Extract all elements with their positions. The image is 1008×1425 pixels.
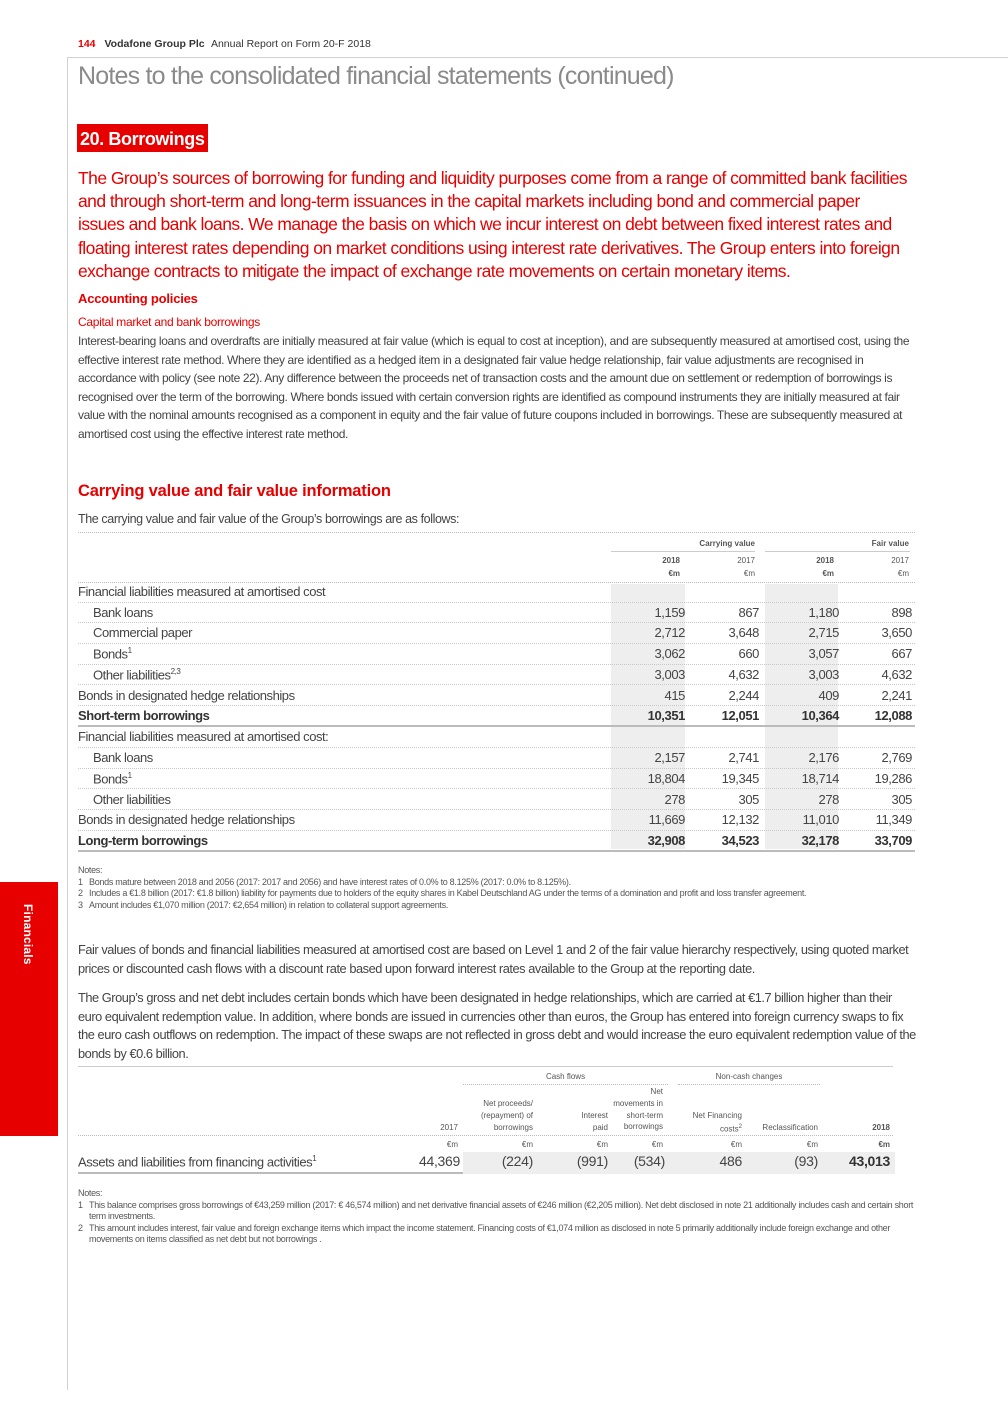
row-label bbox=[93, 625, 192, 640]
cell-net-proceeds: (224) bbox=[501, 1153, 533, 1169]
table-cell: 898 bbox=[891, 604, 912, 620]
row-label-text: Financial liabilities measured at amortised cost: bbox=[78, 729, 329, 745]
table-cell: 19,286 bbox=[874, 770, 912, 786]
table-cell: 2,244 bbox=[728, 687, 759, 703]
footnote-text: Includes a €1.8 billion (2017: €1.8 billion) liability for payments due to holders of the equity shares in Kabel Deutschland AG under the terms of a domination and profit and loss transfer agreement. bbox=[89, 888, 807, 899]
col-unit: €m bbox=[730, 1140, 742, 1149]
table-row bbox=[78, 769, 915, 790]
table-cell: 12,051 bbox=[721, 708, 759, 724]
col-header: Reclassification bbox=[762, 1123, 818, 1132]
table-total-row bbox=[78, 706, 915, 727]
row-label bbox=[93, 750, 153, 765]
table-row bbox=[78, 665, 915, 686]
footnote bbox=[78, 900, 878, 912]
gross-debt-paragraph: The Group’s gross and net debt includes certain bonds which have been designated in hedge relationships, which are carried at €1.7 billion higher than their euro equivalent redemption value. In addition, where bonds are issued in currencies other than euros, the Group has entered into foreign currency swaps to fix the euro cash outflows on redemption. The impact of these swaps are not reflected in gross debt and would increase the euro equivalent redemption value of the bonds by €0.6 billion. bbox=[78, 990, 916, 1061]
col-unit: €m bbox=[596, 1140, 608, 1149]
row-label bbox=[78, 688, 295, 703]
col-header: 2017 bbox=[440, 1123, 458, 1132]
fair-value-paragraph: Fair values of bonds and financial liabilities measured at amortised cost are based on Level 1 and 2 of the fair value hierarchy respectively, using quoted market prices or discounted cash flows with a discount rate based upon forward interest rates available to the Group at the reporting date. bbox=[78, 942, 909, 976]
table-row bbox=[78, 686, 915, 707]
table-row bbox=[78, 623, 915, 644]
table-cell: 12,088 bbox=[874, 708, 912, 724]
footnote bbox=[78, 888, 878, 900]
table-row bbox=[78, 1152, 893, 1174]
col-header-text: Net Financing costs bbox=[692, 1111, 742, 1134]
table-cell: 667 bbox=[891, 646, 912, 662]
table-row bbox=[78, 790, 915, 811]
row-label-text: Bonds in designated hedge relationships bbox=[78, 812, 295, 828]
row-label-text: Bank loans bbox=[93, 604, 153, 620]
table-cell: 278 bbox=[664, 791, 685, 807]
table-cell: 2,769 bbox=[881, 750, 912, 766]
table-cell: 32,908 bbox=[647, 832, 685, 848]
footnote bbox=[78, 1223, 918, 1246]
footnote bbox=[78, 877, 878, 889]
row-label-text: Assets and liabilities from financing activities bbox=[78, 1154, 313, 1170]
row-label bbox=[93, 646, 132, 661]
col-unit: €m bbox=[743, 569, 755, 578]
row-label bbox=[93, 771, 132, 786]
table-cell: 3,003 bbox=[654, 666, 685, 682]
accounting-body: Interest-bearing loans and overdrafts are initially measured at fair value (which is equal to cost at inception), and are subsequently measured at amortised cost, using the effective interest rate method. Where they are identified as a hedged item in a designated fair value hedge relationship, fair value adjustments are recognised in accordance with policy (see note 22). Any difference between the proceeds net of transaction costs and the amount due on settlement or redemption of borrowings is recognised over the term of the borrowing. Where bonds issued with certain conversion rights are identified as compound instruments they are initially measured at fair value with the nominal amounts recognised as a component in equity and the fair value of future coupons included in borrowings. These are subsequently measured at amortised cost using the effective interest rate method. bbox=[78, 334, 910, 441]
margin-rule bbox=[67, 57, 68, 1390]
footnote-number: 1 bbox=[78, 1199, 83, 1210]
borrowings-notes bbox=[78, 865, 878, 911]
page-title: Notes to the consolidated financial statements (continued) bbox=[78, 62, 674, 90]
table-cell: 415 bbox=[664, 687, 685, 703]
table-cell: 867 bbox=[738, 604, 759, 620]
section-badge: 20. Borrowings bbox=[77, 124, 208, 152]
col-unit: €m bbox=[878, 1140, 890, 1149]
row-label bbox=[93, 792, 171, 807]
table-row bbox=[78, 810, 915, 831]
col-unit: €m bbox=[897, 569, 909, 578]
col-header: Net movements in short-term borrowings bbox=[613, 1087, 663, 1132]
table-row bbox=[78, 644, 915, 665]
group-header-carrying: Carrying value bbox=[699, 539, 755, 548]
row-label-text: Commercial paper bbox=[93, 625, 193, 641]
carrying-value-intro: The carrying value and fair value of the Group’s borrowings are as follows: bbox=[78, 512, 460, 526]
table-cell: 2,712 bbox=[654, 625, 685, 641]
cell-2018: 43,013 bbox=[848, 1153, 890, 1169]
col-year: 2017 bbox=[737, 556, 755, 565]
table-cell: 11,669 bbox=[648, 812, 685, 828]
row-label bbox=[78, 1154, 316, 1169]
col-unit: €m bbox=[521, 1140, 533, 1149]
report-name: Annual Report on Form 20-F 2018 bbox=[210, 38, 371, 50]
table-cell: 10,351 bbox=[647, 708, 685, 724]
table-cell: 305 bbox=[891, 791, 912, 807]
financing-notes bbox=[78, 1188, 918, 1246]
row-label-text: Long-term borrowings bbox=[78, 832, 208, 848]
footnote-ref: 2,3 bbox=[170, 666, 181, 676]
footnote-number: 1 bbox=[78, 876, 83, 887]
table-row bbox=[78, 748, 915, 769]
table-top-rule bbox=[78, 532, 915, 533]
table-cell: 3,003 bbox=[808, 666, 839, 682]
header-rule bbox=[78, 1135, 893, 1136]
group-rule-cash-flows bbox=[463, 1084, 668, 1085]
row-label-text: Financial liabilities measured at amortised cost bbox=[78, 584, 326, 599]
table-cell: 3,648 bbox=[728, 625, 759, 641]
footnote-text: This amount includes interest, fair value and foreign exchange items which impact the income statement. Financing costs of €1,074 million as disclosed in note 5 primarily additionally include foreign exchange and other movements on items classified as net debt but not borrowings . bbox=[89, 1222, 891, 1245]
footnote-ref: 1 bbox=[127, 770, 132, 780]
table-cell: 660 bbox=[738, 646, 759, 662]
row-label bbox=[78, 812, 295, 827]
table-cell: 32,178 bbox=[801, 832, 839, 848]
table-cell: 409 bbox=[818, 687, 839, 703]
row-label-sup: 1 bbox=[312, 1154, 317, 1163]
carrying-value-heading: Carrying value and fair value information bbox=[78, 482, 391, 500]
row-label-text: Bonds bbox=[93, 771, 128, 787]
notes-title: Notes: bbox=[78, 1188, 103, 1198]
table-cell: 2,176 bbox=[808, 750, 839, 766]
col-header: Interest paid bbox=[581, 1111, 608, 1132]
footnote-number: 2 bbox=[78, 1222, 83, 1233]
row-label-text: Other liabilities bbox=[93, 667, 171, 683]
footnote bbox=[78, 1200, 918, 1223]
table-row bbox=[78, 727, 915, 748]
col-unit: €m bbox=[668, 569, 680, 578]
group-rule-carrying bbox=[611, 551, 755, 552]
row-label bbox=[78, 729, 328, 744]
header-rule bbox=[67, 57, 1008, 58]
running-header bbox=[78, 38, 371, 50]
table-cell: 3,057 bbox=[808, 646, 839, 662]
footnote-number: 3 bbox=[78, 899, 83, 910]
group-header-cash-flows: Cash flows bbox=[545, 1072, 586, 1081]
row-label bbox=[78, 833, 208, 848]
table-cell: 34,523 bbox=[721, 832, 759, 848]
table-cell: 11,010 bbox=[802, 812, 839, 828]
table-cell: 1,159 bbox=[654, 604, 685, 620]
section-intro: The Group’s sources of borrowing for funding and liquidity purposes come from a range of committed bank facilities and through short-term and long-term issuances in the capital markets including bond and commercial paper issues and bank loans. We manage the basis on which we incur interest on debt between fixed interest rates and floating interest rates depending on market conditions using interest rate derivatives. The Group enters into foreign exchange contracts to mitigate the impact of exchange rate movements on certain monetary items. bbox=[78, 168, 907, 281]
table-cell: 2,715 bbox=[808, 625, 839, 641]
table-cell: 2,157 bbox=[654, 750, 685, 766]
footnote-text: Bonds mature between 2018 and 2056 (2017: 2017 and 2056) and have interest rates of 0.0% to 8.125% (2017: 0.0% to 8.125%). bbox=[89, 876, 571, 887]
group-rule-non-cash bbox=[678, 1084, 820, 1085]
row-label bbox=[93, 605, 153, 620]
cell-net-financing-costs: 486 bbox=[719, 1153, 742, 1169]
page-number: 144 bbox=[78, 38, 96, 50]
col-unit: €m bbox=[446, 1140, 458, 1149]
col-year: 2017 bbox=[891, 556, 909, 565]
cell-net-movements: (534) bbox=[633, 1153, 665, 1169]
accounting-subheading: Capital market and bank borrowings bbox=[78, 315, 260, 329]
table-cell: 2,241 bbox=[881, 687, 912, 703]
col-header: Net proceeds/ (repayment) of borrowings bbox=[480, 1099, 533, 1132]
footnote-text: This balance comprises gross borrowings of €43,259 million (2017: € 46,574 million) and net derivative financial assets of €246 million (€2,205 million). Net debt disclosed in note 21 additionally includes cash and certain short term investments. bbox=[89, 1199, 914, 1222]
footnote-text: Amount includes €1,070 million (2017: €2,654 million) in relation to collateral support agreements. bbox=[89, 899, 449, 910]
col-header: 2018 bbox=[872, 1123, 890, 1132]
company-name: Vodafone Group Plc bbox=[104, 38, 205, 50]
cell-interest-paid: (991) bbox=[576, 1153, 608, 1169]
col-unit: €m bbox=[822, 569, 834, 578]
group-header-fair: Fair value bbox=[871, 539, 909, 548]
table-cell: 4,632 bbox=[881, 666, 912, 682]
footnote-number: 2 bbox=[78, 888, 83, 899]
table-cell: 2,741 bbox=[728, 750, 759, 766]
table-total-row bbox=[78, 831, 915, 852]
table-row bbox=[78, 603, 915, 624]
cell-reclassification: (93) bbox=[794, 1153, 818, 1169]
table-cell: 12,132 bbox=[721, 812, 759, 828]
row-label-text: Other liabilities bbox=[93, 791, 171, 807]
row-label-text: Short-term borrowings bbox=[78, 708, 210, 724]
col-header-sup: 2 bbox=[738, 1123, 742, 1130]
table-cell: 4,632 bbox=[728, 666, 759, 682]
table-cell: 3,062 bbox=[654, 646, 685, 662]
footnote-ref: 1 bbox=[127, 646, 132, 656]
table-cell: 3,650 bbox=[881, 625, 912, 641]
col-year: 2018 bbox=[816, 556, 834, 565]
table-cell: 278 bbox=[818, 791, 839, 807]
col-year: 2018 bbox=[662, 556, 680, 565]
row-label-text: Bonds in designated hedge relationships bbox=[78, 687, 295, 703]
sidebar-tab-label: Financials bbox=[21, 904, 35, 965]
table-row bbox=[78, 582, 915, 603]
row-label-text: Bonds bbox=[93, 646, 128, 662]
cell-2017: 44,369 bbox=[418, 1153, 460, 1169]
row-label bbox=[78, 584, 325, 599]
table-top-rule bbox=[78, 1066, 893, 1067]
col-header bbox=[678, 1110, 742, 1135]
financing-activities-table bbox=[78, 1066, 893, 1176]
col-unit: €m bbox=[806, 1140, 818, 1149]
table-cell: 33,709 bbox=[874, 832, 912, 848]
table-cell: 18,804 bbox=[647, 770, 685, 786]
col-unit: €m bbox=[651, 1140, 663, 1149]
row-label-text: Bank loans bbox=[93, 750, 153, 766]
row-label bbox=[78, 708, 209, 723]
table-cell: 11,349 bbox=[875, 812, 912, 828]
table-cell: 1,180 bbox=[808, 604, 839, 620]
table-cell: 10,364 bbox=[801, 708, 839, 724]
table-cell: 305 bbox=[738, 791, 759, 807]
table-cell: 19,345 bbox=[721, 770, 759, 786]
group-rule-fair bbox=[765, 551, 910, 552]
notes-title: Notes: bbox=[78, 865, 103, 875]
accounting-policies-heading: Accounting policies bbox=[78, 291, 198, 306]
sidebar-tab-financials[interactable] bbox=[0, 882, 58, 1136]
row-label bbox=[93, 667, 180, 682]
group-header-non-cash: Non-cash changes bbox=[715, 1072, 783, 1081]
table-cell: 18,714 bbox=[801, 770, 839, 786]
